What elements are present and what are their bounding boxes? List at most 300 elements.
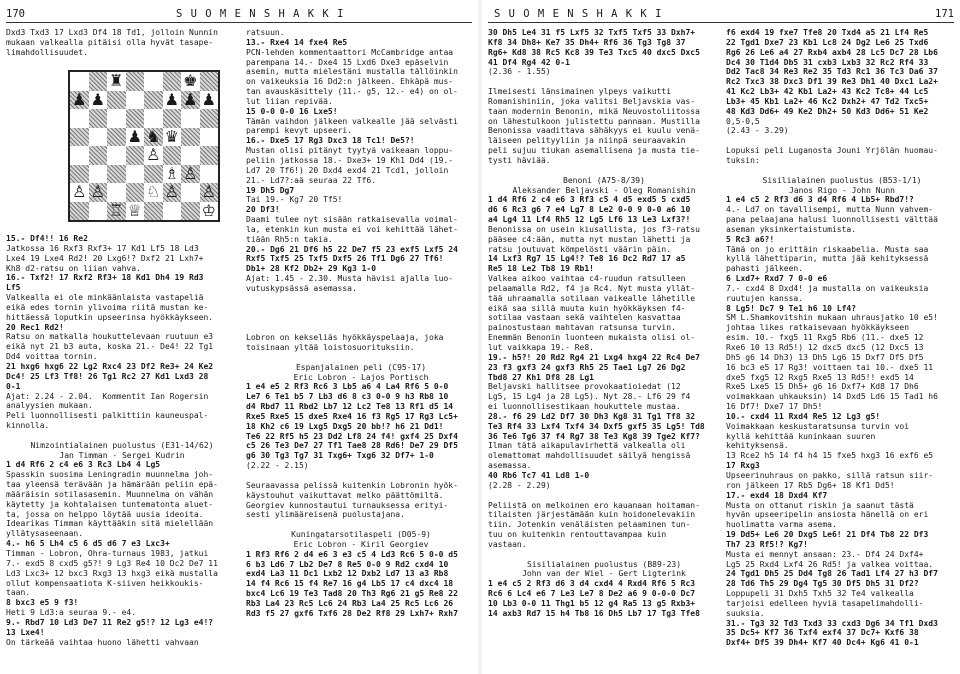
text-line: on vaikeuksia 16 Dd2:n jälkeen. Ehkäpä mus- (246, 77, 454, 87)
text-line: 6 b3 Ld6 7 Lb2 De7 8 Re5 0-0 9 Rd2 cxd4 10 (246, 559, 449, 569)
text-line: 18 Kh2 c6 19 Lxg5 Dxg5 20 bb!? h6 21 Dd1! (246, 421, 444, 431)
text-line: Seuraavassa pelissä kuitenkin Lobronin hyök- (246, 480, 458, 490)
chess-square (163, 202, 182, 221)
text-line: Musta ei mennyt ansaan: 23.- Df4 24 Dxf4+ (726, 549, 924, 559)
chess-square (163, 72, 182, 91)
text-line: Romanishiniin, joka valitsi Beljavskia vas- (488, 96, 696, 106)
text-line: Kh8 d2-ratsu on liian vahva. (6, 263, 141, 273)
chess-square (89, 146, 108, 165)
text-line: 41 Kc2 Lb3+ 42 Kb1 La2+ 43 Kc2 Tc8+ 44 Lc5 (726, 87, 929, 97)
text-line: 28 Td6 Th5 29 Dg4 Tg5 30 Df5 Dh5 31 Df2? (726, 579, 919, 589)
text-line: On tärkeää vaihtaa huono lähetti vahvaan (6, 637, 199, 647)
text-line: Tbd8 27 Kh1 Df8 28 Lg1 (488, 372, 594, 382)
chess-piece-square: ♙ (200, 183, 219, 202)
text-line: 7.- exd5 8 cxd5 g5?! 9 Lg3 Re4 10 Dc2 De7 11 (6, 558, 218, 568)
chess-square (89, 72, 108, 91)
text-line: asemassa. (488, 461, 532, 471)
text-line: tuu on kuitenkin rentouttavampaa kuin (488, 530, 667, 540)
text-line: aseman yksinkertaistumista. (726, 224, 857, 234)
text-line: hittäessä loputkin upseerinsa hyökkäykseen. (6, 312, 214, 322)
text-line: pana pelaajana halusi luonnollisesti välttää (726, 215, 938, 225)
chess-square (181, 109, 200, 128)
right-col2-text (726, 28, 958, 672)
text-line: peliin jatkossa 18.- Dxe3+ 19 Kh1 Dd4 (19.- (246, 155, 454, 165)
text-line: painostustaan mahtavan ratsunsa turvin. (488, 323, 676, 333)
text-line: PCN-lehden kommentaattori McCambridge antaa (246, 47, 454, 57)
chess-square (144, 109, 163, 128)
text-line: Benonissa vaadittava sähäkyys ei kuulu venä- (488, 126, 700, 136)
text-line: SM L.Shamkovitshin mukaan uhrausjatko 10 e5! (726, 313, 938, 323)
text-line: kyllä kehittää kuninkaan suuren (726, 431, 876, 441)
text-line: ei luonnollisestikaan houkuttele mustaa. (488, 402, 681, 412)
left-running-head (6, 8, 472, 23)
text-line: 40 Rb6 Tc7 41 Ld8 1-0 (488, 470, 590, 480)
text-line: Beljavski hallitsee provokaatioiedat (12 (488, 382, 681, 392)
text-line (246, 323, 476, 333)
text-line: 30 Dh5 Le4 31 f5 Lxf5 32 Txf5 Txf5 33 Dxh7+ (488, 28, 696, 37)
text-line: läiseen pelityyliin ja niinpä seuraavakin (488, 136, 686, 146)
text-line: 1 e4 c5 2 Rf3 d6 3 d4 Rf6 4 Lb5+ Rbd7!? (726, 195, 914, 205)
text-line (246, 520, 476, 530)
text-line (488, 491, 720, 501)
text-line: hyvän upseeripelin ansiosta hänellä on eri (726, 510, 929, 520)
text-line: Te6 22 Rf5 h5 23 Dd2 Lf8 24 f4! gxf4 25 Dxf4 (246, 431, 458, 441)
text-line: Enemmän Benonin luonteen mukaista olisi ol- (488, 333, 696, 343)
chess-piece-square: ♙ (89, 183, 108, 202)
chess-square (144, 72, 163, 91)
text-line (488, 550, 720, 560)
text-line: 16 bc3 e5 17 Rg3! voittaen tai 10.- dxe5 11 (726, 362, 934, 372)
text-line: pahasti jälkeen. (726, 264, 804, 274)
text-line: on lähestulkoon julistettu pannaan. Mustilla (488, 116, 700, 126)
text-line: 23 f3 gxf3 24 gxf3 Rh5 25 Tae1 Lg7 26 Dg2 (488, 362, 686, 372)
text-line: 16.- Dxe5 17 Rg3 Dxc3 18 Tc1! De5?! (246, 136, 415, 146)
text-line: Ilman tätä aikapulavirhettä valkealla oli (488, 441, 686, 451)
chess-piece-square: ♜ (107, 72, 126, 91)
text-line: esim. 10.- fxg5 11 Rxg5 Rb6 (11.- dxe5 12 (726, 333, 924, 343)
text-line: Dxf4+ Df5 39 Dh4+ Kf7 40 Dc4+ Kg6 41 0-1 (726, 638, 919, 648)
text-line: Voimakkaan keskustaratsunsa turvin voi (726, 421, 910, 431)
text-line: peli sujuu tiukan asemallisena ja musta tie- (488, 146, 700, 156)
text-line: 13 Lxe4! (6, 627, 45, 637)
text-line: voimakkaan uhkauksin) 14 Dxd5 Ld6 15 Tad1 h6 (726, 392, 938, 402)
text-line: Ratsu on matkalla houkuttelevaan ruutuun e3 (6, 332, 214, 342)
text-line: 16.- Txf2! 17 Rxf2 Rf3+ 18 Kd1 Dh4 19 Rd3 (6, 273, 204, 283)
text-line: 10.- cxd4 11 Rxd4 Re5 12 Lg3 g5! (726, 411, 881, 421)
text-line: Loppupeli 31 Dxh5 Txh5 32 Te4 valkealla (726, 589, 914, 599)
text-line: Janos Rigo - John Nunn (789, 185, 895, 195)
text-line: 15 0-0 0-0 16 Lxe5! (246, 106, 338, 116)
text-line: huolimatta varma asema. (726, 520, 837, 530)
text-line: John van der Wiel - Gert Ligterink (522, 569, 686, 579)
text-line: pelaamalla Rd2, f4 ja Rc4. Nyt musta yllät- (488, 283, 696, 293)
text-line: (2.22 - 2.15) (246, 461, 309, 471)
text-line: Lxe4 19 Lxe4 Rd2! 20 Lxg6!? Dxf2 21 Lxh7+ (6, 253, 204, 263)
text-line: Kf8 34 Dh8+ Ke7 35 Dh4+ Rf6 36 Tg3 Tg8 37 (488, 37, 686, 47)
text-line: Dh5 g6 14 Dh3) 13 Dh5 Lg6 15 Dxf7 Df5 Df5 (726, 352, 924, 362)
right-running-head (488, 8, 954, 23)
text-line: 14 axb3 Rd7 15 h4 Tb8 16 Dh5 Lb7 17 Tg3 Tfe8 (488, 608, 700, 618)
text-line: tiin. Jotenkin venäläisten pelaaminen tun- (488, 520, 691, 530)
chess-piece-square: ♔ (200, 202, 219, 221)
magazine-title: S U O M E N S H A K K I (176, 8, 345, 20)
text-line: Idearikas Timman käyttääkin sitä mielellään (6, 519, 214, 529)
text-line: Nimzointialainen puolustus (E31-14/62) (30, 440, 214, 450)
text-line: Rc6 6 Lc4 e6 7 Le3 Le7 8 De2 a6 9 0-0-0 Dc7 (488, 589, 696, 599)
text-line: Ld7 20 Tf6!) 20 Dxd4 exd4 21 Tcd1, jolloin (246, 165, 449, 175)
text-line: 19 Dd5+ Le6 20 Dxg5 Le6! 21 Df4 Tb8 22 Df3 (726, 530, 929, 540)
chess-piece-square: ♙ (163, 183, 182, 202)
text-line: Dc4! 25 Lf3 Tf8! 26 Tg1 Rc2 27 Kd1 Lxd3 28 (6, 371, 209, 381)
chess-square (70, 128, 89, 147)
chess-piece-square: ♗ (163, 165, 182, 184)
text-line: 0-1 (6, 381, 21, 391)
text-line: asemin, mutta mielestäni mustalla tällöinkin (246, 67, 458, 77)
text-line: 1 Rf3 Rf6 2 d4 e6 3 e3 c5 4 Ld3 Rc6 5 0-0 d5 (246, 549, 458, 559)
text-line: toisinaan yltää loistosuorituksiin. (246, 343, 415, 352)
chess-piece-square: ♟ (126, 128, 145, 147)
text-line: 20.- Dg6 21 Df6 h5 22 De7 f5 23 exf5 Lxf5 24 (246, 244, 458, 254)
text-line: Jatkossa 16 Rxf3 Rxf3+ 17 Kd1 Lf5 18 Ld3 (6, 243, 199, 253)
text-line: 1 d4 Rf6 2 c4 e6 3 Rc3 Lb4 4 Lg5 (6, 460, 161, 470)
text-line: Daami tulee nyt sisään ratkaisevalla voimal- (246, 215, 458, 225)
chess-piece-square: ♚ (181, 72, 200, 91)
text-line: lut vaikkapa 19.- Re8. (488, 343, 594, 352)
chess-square (181, 128, 200, 147)
text-line: johtaa likes ratkaisevaan hyökkäykseen (726, 323, 910, 333)
text-line (246, 471, 476, 481)
text-line: Tämän vaihdon jälkeen valkealle jää selvästi (246, 116, 458, 126)
text-line: d4 Rbd7 11 Rbd2 Lb7 12 Lc2 Te8 13 Rf1 d5 14 (246, 402, 454, 412)
text-line: a4 Lg4 11 Lf4 Rh5 12 Lg5 Lf6 13 Le3 Lxf3?! (488, 215, 691, 225)
text-line: taan. (6, 588, 31, 598)
chess-square (200, 146, 219, 165)
text-line: eikä edes tornin ylivoima riitä mustan ke- (6, 302, 209, 312)
text-line: Sisilialainen puolustus (B53-1/1) (762, 175, 922, 185)
text-line: 7.- cxd4 8 Dxd4! ja mustalla on vaikeuksia (726, 283, 929, 293)
text-line: 1 e4 e5 2 Rf3 Rc6 3 Lb5 a6 4 La4 Rf6 5 0-0 (246, 382, 449, 392)
text-line: lut liian repivää. (246, 96, 333, 106)
text-line: sotilaa vastaan sekä vaihtelen kasvattaa (488, 313, 681, 323)
left-page (0, 0, 478, 674)
text-line: 4.- Ld7 on tavallisempi, mutta Nunn vahvem- (726, 205, 934, 215)
magazine-title: S U O M E N S H A K K I (494, 8, 663, 20)
text-line: ruutujen kanssa. (726, 293, 804, 303)
text-line: Spasskin suosima Leningradin muunnelma joh- (6, 470, 214, 480)
text-line (6, 431, 238, 441)
chess-square (89, 165, 108, 184)
text-line: 1 e4 c5 2 Rf3 d6 3 d4 cxd4 4 Rxd4 Rf6 5 Rc3 (488, 579, 696, 589)
chess-square (126, 183, 145, 202)
text-line: ron jälkeen 17 Rb5 Dg6+ 18 Kf1 Dd5! (726, 480, 895, 490)
text-line: exd4 La3 11 Dc1 Lxb2 12 Dxb2 Ld7 13 a3 Rb8 (246, 569, 449, 579)
text-line: c5 26 Te3 De7 27 Tf1 Tae8 28 Rd6! De7 29 Df5 (246, 441, 458, 451)
chess-square (89, 109, 108, 128)
text-line: 16 Df7! Dxe7 17 Dh5! (726, 402, 823, 412)
text-line: analyysien mukaan. (6, 401, 93, 411)
text-line: vutuskypsässä asemassa. (246, 283, 357, 293)
chess-piece-square: ♕ (126, 202, 145, 221)
text-line: Rd3 f5 27 gxf6 Txf6 28 De2 Rf8 29 Lxh7+ Rxh7 (246, 608, 458, 618)
text-line: 24 Tgd1 Dh5 25 Dd4 Tg8 26 Tad1 Lf4 27 h3 Df7 (726, 569, 938, 579)
chess-square (126, 146, 145, 165)
chess-square (126, 165, 145, 184)
text-line: käystouhut vaikuttavat melko päättömiltä. (246, 490, 444, 500)
text-line: Dxd3 Txd3 17 Lxd3 Df4 18 Td1, jolloin Nunnin (6, 28, 218, 37)
chess-square (107, 128, 126, 147)
text-line: 22 Tgd1 Dxe7 23 Kb1 Lc8 24 Dg2 Le6 25 Txd6 (726, 37, 929, 47)
text-line: tää uhraamalla sotilaan vaikealle lähetille (488, 293, 696, 303)
chess-square (70, 146, 89, 165)
text-line: Db1+ 28 Kf2 Db2+ 29 Kg3 1-0 (246, 264, 377, 274)
text-line: 19.- h5?! 20 Rd2 Rg4 21 Lxg4 hxg4 22 Rc4 De7 (488, 352, 700, 362)
text-line: tan avauskäsittely (11.- g5, 12.- e4) on ol- (246, 87, 458, 97)
chessboard (68, 70, 220, 222)
text-line: Valkealla ei ole minkäänlaista vastapeliä (6, 293, 204, 303)
text-line: 41 Df4 Rg4 42 0-1 (488, 57, 570, 67)
text-line: 17 Rxg3 (726, 461, 760, 471)
text-line: Rg6+ Kd8 38 Rc5 Kc8 39 Te3 Txc5 40 dxc5 Dxc5 (488, 47, 700, 57)
text-line: Heti 9 Ld3:a seuraa 9.- e4. (6, 608, 137, 618)
text-line: tilaisten järjestämään kuin hoidonelevakiin (488, 510, 696, 520)
text-line: ta, jossa on helppo löytää uusia ideoita. (6, 509, 204, 519)
text-line: 31.- Tg3 32 Td3 Txd3 33 cxd3 Dg6 34 Tf1 Dxd3 (726, 618, 938, 628)
text-line: Lobron on kekseliäs hyökkäyspelaaja, joka (246, 333, 444, 343)
text-line: käytetty ja kohtalaisen tuntematonta aluet- (6, 499, 214, 509)
text-line: 13 Rce2 h5 14 f4 h4 15 fxe5 hxg3 16 exf6 e5 (726, 451, 934, 461)
text-line: Lf5 (6, 283, 21, 293)
text-line: Th7 23 Rf5!? Kg7! (726, 539, 808, 549)
text-line: 8 bxc3 e5 9 f3! (6, 598, 79, 608)
text-line: Te3 Rf4 33 Lxf4 Txf4 34 Dxf5 gxf5 35 Lg5! Td8 (488, 421, 705, 431)
text-line: 1 d4 Rf6 2 c4 e6 3 Rf3 c5 4 d5 exd5 5 cxd5 (488, 195, 691, 205)
text-line: Ilmeisesti länsimainen ylpeys vaikutti (488, 87, 672, 97)
left-col2-text (246, 28, 476, 672)
text-line: 21.- Ld7?:aä seuraa 22 Tf6. (246, 175, 377, 185)
chess-square (144, 202, 163, 221)
chess-piece-square: ♖ (107, 202, 126, 221)
text-line: limahdollisuudet. (6, 47, 88, 57)
text-line: Dc4 30 T1d4 Db5 31 cxb3 Lxb3 32 Rc2 Rf4 33 (726, 57, 929, 67)
chess-square (89, 202, 108, 221)
chess-square (181, 146, 200, 165)
text-line (726, 166, 958, 176)
text-line (246, 304, 476, 314)
text-line: 8 Lg5! Dc7 9 Te1 h6 10 Lf4? (726, 303, 857, 313)
text-line: Espanjalainen peli (C95-17) (295, 362, 427, 372)
chess-square (107, 109, 126, 128)
chess-square (200, 165, 219, 184)
chess-square (107, 165, 126, 184)
text-line: Eric Lobron - Kiril Georgiev (293, 539, 429, 549)
page-number: 170 (6, 8, 25, 20)
text-line: la, etenkin kun musta ei voi kehittää lähet- (246, 224, 458, 234)
text-line: (2.36 - 1.55) (488, 67, 551, 77)
text-line: Le7 6 Te1 b5 7 Lb3 d6 8 c3 0-0 9 h3 Rb8 10 (246, 392, 449, 402)
text-line: 9.- Rbd7 10 Ld3 De7 11 Re2 g5!? 12 Lg3 e4!? (6, 617, 214, 627)
chess-square (126, 109, 145, 128)
text-line: Upseerinuhraus on pakko, sillä ratsun siir- (726, 470, 934, 480)
text-line (726, 136, 958, 146)
text-line: Benonissa on usein kiusallista, jos f3-ratsu (488, 224, 700, 234)
text-line: Tämä on jo erittäin riskaabelia. Musta saa (726, 244, 929, 254)
chess-square (163, 109, 182, 128)
text-line: kehityksensä. (726, 441, 789, 451)
chess-square (144, 91, 163, 110)
text-line: 17.- exd4 18 Dxd4 Kf7 (726, 490, 828, 500)
left-col1-text (6, 234, 238, 672)
text-line: eikä saa sillä muuta kuin hyökkäyksen f4- (488, 303, 686, 313)
text-line: d6 6 Rc3 g6 7 e4 Lg7 8 Le2 0-0 9 0-0 a6 10 (488, 205, 691, 215)
chess-square (126, 72, 145, 91)
chess-piece-square: ♟ (181, 91, 200, 110)
text-line: Benoni (A75-8/39) (563, 175, 645, 185)
text-line (246, 294, 476, 304)
text-line: tuksin: (726, 155, 760, 165)
text-line: Musta on ottanut riskin ja saanut tästä (726, 500, 914, 510)
text-line: sesti ylimääreisenä puolustajana. (246, 510, 405, 520)
chess-diagram (6, 44, 236, 234)
text-line (246, 353, 476, 363)
text-line: 13.- Rxe4 14 fxe4 Re5 (246, 37, 348, 47)
text-line: Ajat: 2.24 - 2.04. Kommentit Ian Rogersin (6, 391, 209, 401)
chess-square (107, 91, 126, 110)
text-line: Mustan olisi pitänyt tyytyä vaikeaan loppu- (246, 146, 454, 156)
text-line: tiään Rh5:n takia. (246, 234, 333, 244)
chess-piece-square: ♙ (70, 183, 89, 202)
right-col1-text (488, 28, 720, 672)
text-line: pääsee c4:ään, mutta nyt mustan lähetti ja (488, 234, 691, 244)
text-line: 20 Df3! (246, 205, 280, 215)
text-line: Dd4 voittaa tornin. (6, 352, 98, 362)
text-line: Eric Lobron - Lajos Portisch (293, 372, 429, 382)
chess-square (200, 72, 219, 91)
text-line: taan modernin Benonin, mikä Neuvostoliitossa (488, 106, 700, 116)
text-line: Jan Timman - Sergei Kudrin (59, 450, 185, 460)
text-line: määräisin sotilasasemin. Muunnelma on vähän (6, 489, 214, 499)
text-line: olemattomat mahdollisuudet säilyä hengissä (488, 451, 691, 461)
text-line: ratsuun. (246, 28, 285, 37)
chess-square (107, 183, 126, 202)
text-line: Aleksander Beljavski - Oleg Romanishin (512, 185, 696, 195)
text-line: eikä nyt 21 b3 auta, koska 21.- De4! 22 Tg1 (6, 342, 214, 352)
text-line: Rg6 26 Le6 a4 27 Rxb4 axb4 28 Lc5 Dc7 28 Lb6 (726, 47, 938, 57)
text-line: mukaan valkealla pitäisi olla hyvät tasape- (6, 37, 214, 47)
chess-square (107, 146, 126, 165)
chess-square (126, 91, 145, 110)
text-line: (2.28 - 2.29) (488, 480, 551, 490)
chess-square (181, 183, 200, 202)
text-line: kinnolla. (6, 421, 50, 431)
chess-piece-square: ♛ (163, 128, 182, 147)
text-line: taa yleensä terävään ja hämärään peliin epä- (6, 480, 218, 490)
text-line: 5 Rc3 a6?! (726, 234, 775, 244)
text-line: Dd2 Tac8 34 Re3 Re2 35 Td3 Rc1 36 Tc3 Da6 37 (726, 67, 938, 77)
text-line: Ld3 Lxc3+ 12 bxc3 Rxg3 13 hxg3 eikä mustalla (6, 568, 218, 578)
text-line: dxe5 fxg5 12 Rxg5 Rxe5 13 Rd5!! exd5 14 (726, 372, 914, 382)
text-line: Rxe5 Rxe5 15 dxe5 Rxe4 16 f3 Rg5 17 Rg3 Lc5+ (246, 411, 458, 421)
text-line: yllätysaseenaan. (6, 529, 84, 539)
text-line: ollut kompensaatiota K-siiven heikkoukis- (6, 578, 204, 588)
text-line: bxc4 Lc6 19 Te3 Tad8 20 Th3 Rg6 21 g5 Re8 22 (246, 589, 458, 599)
text-line: f6 exd4 19 fxe7 Tfe8 20 Txd4 a5 21 Lf4 Re5 (726, 28, 929, 37)
text-line: 4.- h6 5 Lh4 c5 6 d5 d6 7 e3 Lxc3+ (6, 539, 170, 549)
text-line: Georgiev kunnostautui turnauksessa erityi- (246, 500, 449, 510)
chess-square (70, 109, 89, 128)
text-line: Rb3 La4 23 Rc5 Lc6 24 Rb3 La4 25 Rc5 Lc6 26 (246, 598, 454, 608)
text-line: 15.- Df4!! 16 Re2 (6, 234, 88, 243)
text-line: Lg5, 15 Lg4 ja 28 Lg5). Nyt 28.- Lf6 29 f4 (488, 392, 691, 402)
text-line: Rxe5 Lxe5 15 Dh5+ g6 16 Dxf7+ Kd8 17 Dh6 (726, 382, 919, 392)
chess-piece-square: ♟ (200, 91, 219, 110)
text-line: vastaan. (488, 539, 527, 549)
text-line: parempana 14.- Dxe4 15 Lxd6 Dxe3 epäselvin (246, 57, 449, 67)
text-line: Rc2 Txc3 38 Dxc3 Df1 39 Re3 Dh1 40 Dxc1 La2+ (726, 77, 938, 87)
text-line: Ajat: 1.45 - 2.30. Musta hävisi ajalla luo- (246, 274, 454, 284)
text-line: 36 Te6 Tg6 37 f4 Rg7 38 Te3 Kg8 39 Tge2 Kf7? (488, 431, 700, 441)
chess-piece-square: ♞ (144, 128, 163, 147)
text-line: 28.- f6 29 Ld2 Df7 30 Dh3 Kg8 31 Tg1 Tf8 32 (488, 411, 696, 421)
text-line (488, 166, 720, 176)
chess-square (163, 146, 182, 165)
text-line: (2.43 - 3.29) (726, 126, 789, 136)
text-line: ratsu joutuvat kömpelösti väärin päin. (488, 244, 672, 254)
chess-square (70, 165, 89, 184)
text-line: tysti häviää. (488, 155, 551, 165)
page-number: 171 (935, 8, 954, 20)
text-line: Lg5 25 Rxd4 Lxf4 26 Rd5! ja valkea voittaa. (726, 559, 934, 569)
text-line: Kuningatarsotilaspeli (D05-9) (291, 530, 431, 540)
text-line: Lopuksi peli Luganosta Jouni Yrjölän huomau- (726, 146, 938, 156)
chess-piece-square: ♟ (70, 91, 89, 110)
text-line: 0,5-0,5 (726, 116, 760, 126)
text-line: 19 Dh5 Dg7 (246, 185, 295, 195)
chess-square (70, 72, 89, 91)
chess-square (144, 165, 163, 184)
text-line: Tai 19.- Kg7 20 Tf5! (246, 195, 343, 205)
chess-piece-square: ♟ (163, 91, 182, 110)
chess-piece-square: ♙ (144, 146, 163, 165)
chess-piece-square: ♙ (181, 165, 200, 184)
text-line: parempi kevyt upseeri. (246, 126, 352, 136)
chess-square (200, 109, 219, 128)
text-line: 48 Kd3 Dd6+ 49 Ke2 Dh2+ 50 Kd3 Dd6+ 51 Ke2 (726, 106, 929, 116)
chess-square (200, 128, 219, 147)
text-line: 20 Rec1 Rd2! (6, 322, 64, 332)
chess-piece-square: ♘ (144, 183, 163, 202)
text-line: Sisilialainen puolustus (B89-23) (526, 559, 682, 569)
text-line: suuksia. (726, 608, 765, 618)
text-line: Peli luonnollisesti palkittiin kauneuspal- (6, 411, 209, 421)
text-line (246, 313, 476, 323)
chess-piece-square: ♟ (89, 91, 108, 110)
text-line: g6 30 Tg3 Tg7 31 Txg6+ Txg6 32 Df7+ 1-0 (246, 451, 434, 461)
text-line: Peliistä on melkoinen ero kauanaan hoitaman- (488, 500, 700, 510)
text-line: Lb3+ 45 Kb1 La2+ 46 Kc2 Dxh2+ 47 Td2 Txc5+ (726, 96, 929, 106)
text-line: kyllä lähettiparin, mutta jää kehityksessä (726, 254, 929, 264)
text-line: 14 f4 Rc6 15 f4 Re7 16 g4 Lb5 17 c4 dxc4 18 (246, 579, 454, 589)
text-line: Timman - Lobron, Ohra-turnaus 1983, jatkui (6, 549, 209, 558)
text-line: Valkea aikoo vaihtaa c4-ruudun ratsulleen (488, 274, 686, 284)
text-line: Rxf5 Txf5 25 Txf5 Dxf5 26 Tf1 Dg6 27 Tf6! (246, 254, 444, 264)
text-line: 21 hxg6 hxg6 22 Lg2 Rxc4 23 Df2 Re3+ 24 Ke2 (6, 361, 214, 371)
text-line: 10 Lb3 0-0 11 Thg1 b5 12 g4 Ra5 13 g5 Rxb3+ (488, 598, 696, 608)
chess-square (181, 202, 200, 221)
text-line (488, 77, 720, 87)
text-line: 6 Lxd7+ Rxd7 7 0-0 e6 (726, 274, 828, 284)
text-line: tarjoisi edelleen hyviä tasapelimahdolli- (726, 598, 924, 608)
text-line: Re5 18 Le2 Tb8 19 Rb1! (488, 264, 594, 274)
